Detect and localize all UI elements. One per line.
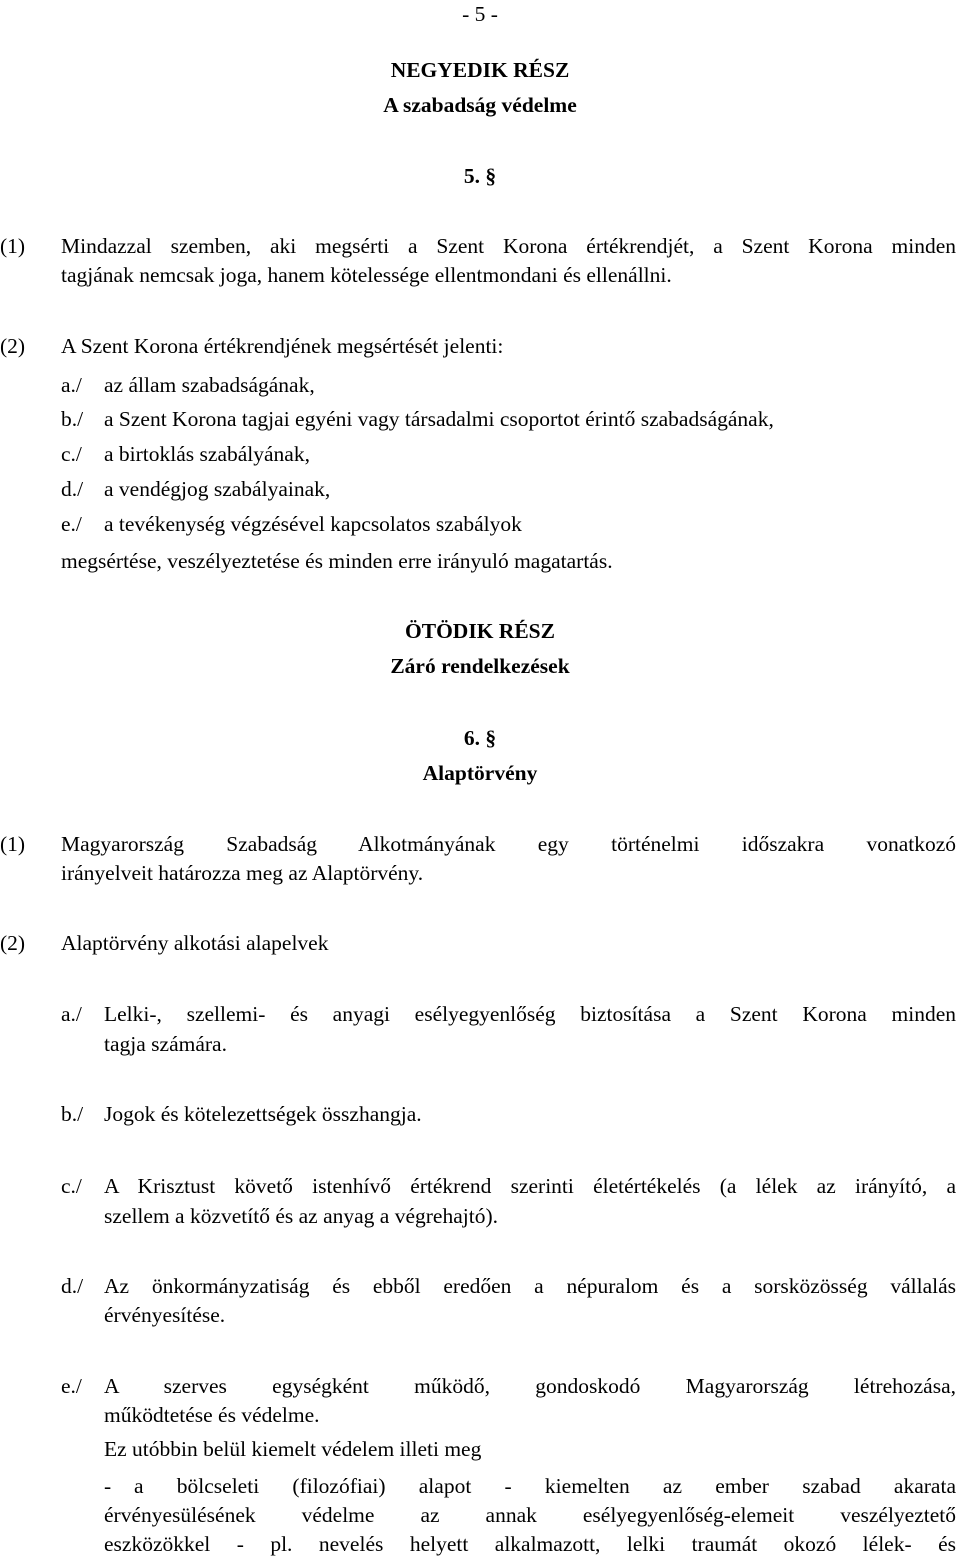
paragraph-number: (1) [0, 234, 26, 258]
list-item-text: a vendégjog szabályainak, [104, 477, 331, 501]
part-5-subtitle: Záró rendelkezések [390, 654, 570, 678]
list-item-text: a tevékenység végzésével kapcsolatos szabályok [104, 512, 522, 536]
section-5-heading: 5. § [463, 164, 497, 188]
principle-line: érvényesítése. [104, 1303, 226, 1327]
principle-label: c./ [61, 1174, 82, 1198]
principle-line: A szerves egységként működő, gondoskodó Magyarország létrehozása, [104, 1374, 956, 1398]
part-4-subtitle: A szabadság védelme [383, 93, 577, 117]
principle-line: Ez utóbbin belül kiemelt védelem illeti meg [104, 1437, 482, 1461]
paragraph-number: (2) [0, 931, 26, 955]
bullet-line: eszközökkel - pl. nevelés helyett alkalmazott, lelki traumát okozó lélek- és [104, 1532, 956, 1556]
paragraph-number: (2) [0, 334, 26, 358]
bullet-dash: - [104, 1474, 112, 1498]
principle-line: szellem a közvetítő és az anyag a végrehajtó). [104, 1204, 498, 1228]
paragraph-line: Magyarország Szabadság Alkotmányának egy történelmi időszakra vonatkozó [61, 832, 956, 856]
section-6-heading: 6. § [463, 726, 497, 750]
principle-line: A Krisztust követő istenhívő értékrend szerinti életértékelés (a lélek az irányító, a [104, 1174, 956, 1198]
paragraph-line: megsértése, veszélyeztetése és minden erre irányuló magatartás. [61, 549, 613, 573]
paragraph-line: Mindazzal szemben, aki megsérti a Szent Korona értékrendjét, a Szent Korona minden [61, 234, 956, 258]
list-item-label: b./ [61, 407, 84, 431]
principle-line: Jogok és kötelezettségek összhangja. [104, 1102, 422, 1126]
principle-line: működtetése és védelme. [104, 1403, 320, 1427]
bullet-line: érvényesülésének védelme az annak esélyegyenlőség-elemeit veszélyeztető [104, 1503, 956, 1527]
paragraph-line: irányelveit határozza meg az Alaptörvény. [61, 861, 424, 885]
page-number: - 5 - [462, 2, 498, 26]
principle-label: b./ [61, 1102, 84, 1126]
list-item-text: az állam szabadságának, [104, 373, 315, 397]
list-item-label: d./ [61, 477, 84, 501]
principle-label: e./ [61, 1374, 82, 1398]
list-item-label: c./ [61, 442, 82, 466]
principle-label: a./ [61, 1002, 82, 1026]
list-item-label: e./ [61, 512, 82, 536]
list-item-label: a./ [61, 373, 82, 397]
list-item-text: a birtoklás szabályának, [104, 442, 310, 466]
paragraph-line: A Szent Korona értékrendjének megsértését jelenti: [61, 334, 504, 358]
paragraph-line: Alaptörvény alkotási alapelvek [61, 931, 329, 955]
section-6-title: Alaptörvény [422, 761, 538, 785]
principle-line: Lelki-, szellemi- és anyagi esélyegyenlőség biztosítása a Szent Korona minden [104, 1002, 956, 1026]
principle-label: d./ [61, 1274, 84, 1298]
paragraph-line: tagjának nemcsak joga, hanem kötelessége ellentmondani és ellenállni. [61, 263, 672, 287]
list-item-text: a Szent Korona tagjai egyéni vagy társadalmi csoportot érintő szabadságának, [104, 407, 774, 431]
part-4-title: NEGYEDIK RÉSZ [390, 58, 570, 82]
principle-line: tagja számára. [104, 1032, 227, 1056]
paragraph-number: (1) [0, 832, 26, 856]
part-5-title: ÖTÖDIK RÉSZ [405, 619, 555, 643]
bullet-line: a bölcseleti (filozófiai) alapot - kiemelten az ember szabad akarata [134, 1474, 956, 1498]
principle-line: Az önkormányzatiság és ebből eredően a népuralom és a sorsközösség vállalás [104, 1274, 956, 1298]
